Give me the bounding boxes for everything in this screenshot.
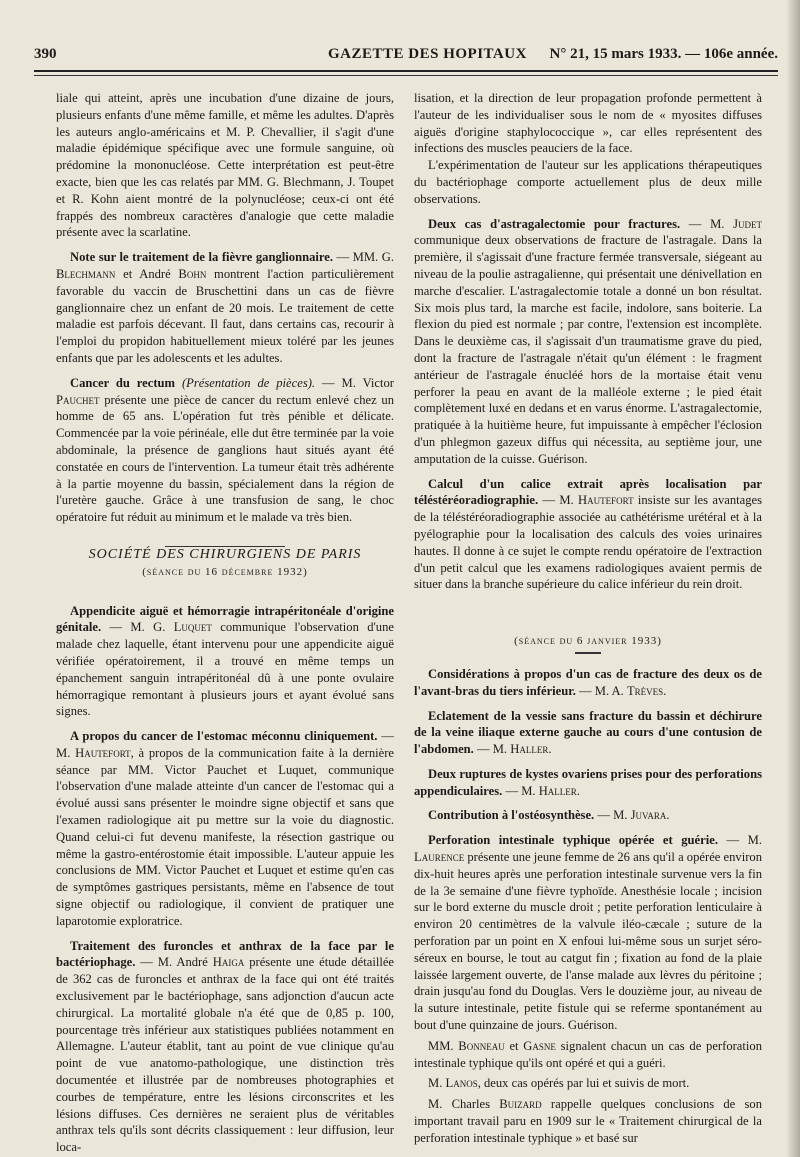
paragraph-text: présente une pièce de cancer du rectum enlevé chez un homme de 65 ans. L'opération fut très pénible et délicate. Commencée par la voie périnéale, elle dut être terminée par la voie abdominale, la présence de ganglions haut situés ayant été constatée en cours de l'intervention. La tumeur était très adhérente à la partie moyenne du bassin, spécialement dans la région de l'uretère gauche. Grâce à une transfusion de sang, le choc opératoire fut réduit au minimum et le malade va très bien.	[56, 392, 394, 525]
author-name: Luquet	[173, 620, 212, 635]
paragraph-text: , deux cas opérés par lui et suivis de mort.	[477, 1076, 690, 1091]
author-name: Haller	[538, 783, 577, 798]
paragraph-text: présente une jeune femme de 26 ans qu'il a opérée environ dix-huit heures après une perforation intestinale survenue vers la fin de la 3e semaine d'une fièvre typhoïde. Anesthésie locale ; incision sur le bord externe du muscle droit ; petite perforation lenticulaire à environ 20 centimètres de la valvule iléo-cæcale ; suture de la perforation par un point en X enfoui lui-même sous un surjet séro-séreux en bourse, le tout au catgut fin ; fixation au fond de la plaie laissée largement ouverte, de l'anse malade aux lèvres du péritoine ; drain jusqu'au fond du Douglas. Vers le douzième jour, au niveau de la suture intestinale, petite fistule qui se referme spontanément au bout d'une quinzaine de jours. Guérison.	[414, 850, 762, 1033]
left-column	[56, 90, 394, 1156]
paragraph-text: insiste sur les avantages de la téléstéréoradiographie associée au cathétérisme urétéral et à la pyélographie pour la localisation des calculs des voies urinaires hautes. Il donne à ce sujet le compte rendu opératoire de l'extraction d'un petit calcul que les examens radiologiques avaient permis de situer dans la branche supérieure du calice inférieur du rein droit.	[414, 493, 763, 592]
section-cancer-estomac: A propos du cancer de l'estomac méconnu cliniquement. — M. Hautefort, à propos de la communication faite à la dernière séance par MM. Victor Pauchet et Luquet, communique l'observation d'une malade atteinte d'un cancer de l'estomac qui a évolué aussi sans présenter le moindre signe objectif et sans que l'examen radiologique ait pu mettre sur la voie du diagnostic. Quand celui-ci fut devenu manifeste, la résection gastrique ou même la gastro-entérostomie était impossible. L'auteur appuie les conclusions de MM. Victor Pauchet et Luquet et estime qu'en cas de symptômes gastriques persistants, même en l'absence de tout signe objectif ou radiologique, il convient de pratiquer une laparotomie exploratrice.	[56, 729, 394, 928]
section-appendicite: Appendicite aiguë et hémorragie intrapéritonéale d'origine génitale. — M. G. Luquet communique l'observation d'une malade chez laquelle, étant intervenu pour une appendicite aiguë vérifiée opératoirement, il a trouvé en même temps un épanchement sanguin intrapéritonéal dû à une ponte ovulaire hémorragique remontant à plusieurs jours et ayant évolué sans signes.	[56, 603, 394, 719]
paragraph-bonneau-gasne: MM. Bonneau et Gasne signalent chacun un cas de perforation intestinale typhique qu'ils ont opéré et qui a guéri.	[414, 1038, 762, 1070]
author-name: Juvara	[630, 808, 667, 823]
section-astragalectomie: Deux cas d'astragalectomie pour fractures. — M. Judet communique deux observations de fracture de l'astragale. Dans la première, il s'agissait d'une fracture fermée transversale, siégeant au niveau de la poulie astragalienne, qui présentait une dénivellation en marche d'escalier. L'astragalectomie totale a donné un bon résultat. Six mois plus tard, la marche est facile, indolore, sans boiterie. La flexion du pied est normale ; par contre, l'extension est incomplète. Dans le deuxième cas, il s'agissait d'un traumatisme grave du pied, dont la fracture de l'astragale n'était qu'un élément : le fragment antérieur de l'astragale énucléé hors de la mortaise était venu perforer la peau en avant de la malléole externe ; le pied était complètement luxé en dedans et en varus énorme. L'astragalectomie, pratiquée à la huitième heure, fut impuissante à empêcher l'éclosion d'un phlegmon gazeux diffus qui nécessita, au septième jour, une amputation de la cuisse. Guérison.	[414, 216, 762, 466]
section-divider	[575, 652, 601, 654]
section-subtitle: (Présentation de pièces).	[181, 375, 316, 390]
issue-info: N° 21, 15 mars 1933. — 106e année.	[549, 46, 778, 62]
section-perforation-typhique: Perforation intestinale typhique opérée et guérie. — M. Laurence présente une jeune femme de 26 ans qu'il a opérée environ dix-huit heures après une perforation intestinale survenue vers la fin de la 3e semaine d'une fièvre typhoïde. Anesthésie locale ; incision sur le bord externe du muscle droit ; petite perforation lenticulaire à environ 20 centimètres de la valvule iléo-cæcale ; suture de la perforation par un point en X enfoui lui-même sous un surjet séro-séreux en bourse, le tout au catgut fin ; fixation au fond de la plaie laissée largement ouverte, de l'anse malade aux lèvres du péritoine ; drain jusqu'au fond du Douglas. Vers le douzième jour, au niveau de la suture intestinale, petite fistule qui se referme spontanément au bout d'une quinzaine de jours. Guérison.	[414, 833, 762, 1033]
author-name: Laurence	[414, 850, 465, 865]
header-rule	[34, 70, 778, 72]
journal-title: GAZETTE DES HOPITAUX	[328, 46, 527, 62]
section-cancer-rectum: Cancer du rectum (Présentation de pièces). — M. Victor Pauchet présente une pièce de cancer du rectum enlevé chez un homme de 65 ans. L'opération fut très pénible et délicate. Commencée par la voie périnéale, elle dut être terminée par la voie abdominale, la présence de ganglions haut situés ayant été constatée en cours de l'intervention. La tumeur était très adhérente à la partie moyenne du bassin, spécialement dans la région de l'uretère gauche. Grâce à une transfusion de sang, le choc opératoire fut réduit au minimum et le malade va très bien.	[56, 375, 394, 525]
paragraph: liale qui atteint, après une incubation d'une dizaine de jours, plusieurs enfants d'une même famille, et même les adultes. D'après les auteurs anglo-américains et M. P. Chevallier, il s'agit d'une maladie épidémique spécifique avec une formule sanguine, où prédomine la mononucléose. Cette interprétation est peut-être exacte, bien que les cas relatés par MM. G. Blechmann, J. Toupet et R. Kohn aient montré de la polynucléose; ceux-ci ont été frappés des nombreux caractères d'analogie que cette maladie présente avec la scarlatine.	[56, 91, 394, 240]
paragraph-text: montrent l'action particulièrement favorable du vaccin de Bruschettini dans un cas de fièvre ganglionnaire chez un enfant de 20 mois. Le traitement de cette maladie est parfois décevant. Il faut, dans certains cas, recourir à l'emploi du propidon habituellement mieux toléré par les jeunes enfants que par les adolescents et les adultes.	[56, 266, 394, 365]
author-name: Haiga	[212, 955, 245, 970]
paragraph-text: , à propos de la communication faite à la dernière séance par MM. Victor Pauchet et Luquet, communique l'observation d'une malade atteinte d'un cancer de l'estomac qui a évolué aussi sans présenter le moindre signe objectif et sans que l'examen radiologique ait pu mettre sur la voie du diagnostic. Quand celui-ci fut devenu manifeste, la résection gastrique ou même la gastro-entérostomie était impossible. L'auteur appuie les conclusions de MM. Victor Pauchet et Luquet et estime qu'en cas de symptômes gastriques persistants, même en l'absence de tout signe objectif ou radiologique, il convient de pratiquer une laparotomie exploratrice.	[56, 745, 394, 928]
author-name: Blechmann	[56, 266, 116, 281]
paragraph-text: communique l'observation d'une malade chez laquelle, étant intervenu pour une appendicite aiguë vérifiée opératoirement, il a trouvé en même temps un épanchement sanguin intrapéritonéal dû à une ponte ovulaire hémorragique remontant à plusieurs jours et ayant évolué sans signes.	[56, 620, 394, 719]
section-title: Calcul d'un calice extrait après localisation par téléstéréoradiographie.	[414, 476, 762, 508]
author-name: Hautefort	[578, 493, 634, 508]
author-name: Haller	[510, 742, 549, 757]
author-name: Hautefort	[75, 745, 131, 760]
section-fracture-avant-bras: Considérations à propos d'un cas de fracture des deux os de l'avant-bras du tiers inférieur. — M. A. Trèves.	[414, 666, 762, 698]
section-title: Cancer du rectum	[70, 375, 176, 390]
author-name: Bohn	[178, 266, 207, 281]
page-number: 390	[34, 46, 57, 62]
author-name: Buizard	[499, 1097, 542, 1112]
section-title: Eclatement de la vessie sans fracture du bassin et déchirure de la veine iliaque externe gauche au cours d'une contusion de l'abdomen.	[414, 708, 762, 757]
author-name: Trèves	[626, 683, 664, 698]
paragraph-text: présente une étude détaillée de 362 cas de furoncles et anthrax de la face qui ont été traités exclusivement par le bactériophage, sans adjonction d'aucun acte chirurgical. La mortalité globale n'a été que de 0,85 p. 100, pourcentage très inférieur aux statistiques publiées notamment en Allemagne. L'auteur établit, tant au point de vue clinique qu'au point de vue anatomo-pathologique, une distinction très documentée et illustrée par de nombreuses photographies et courbes de température, entre les lésions circonscrites et les lésions diffuses. Ces dernières ne seraient plus de véritables anthrax tels qu'ils sont décrits classiquement : leur diffusion, leur loca-	[56, 955, 394, 1155]
section-osteosynthese: Contribution à l'ostéosynthèse. — M. Juvara.	[428, 808, 670, 823]
paragraph: lisation, et la direction de leur propagation profonde permettent à l'auteur de les individualiser sous le nom de « myosites diffuses aiguës d'origine staphylococcique », car elles représentent des infections des muscles peauciers de la face.	[414, 91, 762, 156]
author-name: Bonneau	[458, 1038, 505, 1053]
right-column	[414, 90, 762, 1147]
header-rule-thin	[34, 75, 778, 76]
session-date: (séance du 16 décembre 1932)	[142, 565, 308, 578]
paragraph-text: signalent chacun un cas de perforation intestinale typhique qu'ils ont opéré et qui a guéri.	[414, 1038, 762, 1070]
section-title: Traitement des furoncles et anthrax de la face par le bactériophage.	[56, 938, 394, 970]
paragraph: L'expérimentation de l'auteur sur les applications thérapeutiques du bactériophage comporte actuellement plus de deux mille observations.	[414, 158, 762, 206]
section-title: Deux cas d'astragalectomie pour fractures.	[428, 216, 681, 231]
section-kystes-ovariens: Deux ruptures de kystes ovariens prises pour des perforations appendiculaires. — M. Haller.	[414, 766, 762, 798]
section-furoncles: Traitement des furoncles et anthrax de la face par le bactériophage. — M. André Haiga présente une étude détaillée de 362 cas de furoncles et anthrax de la face qui ont été traités exclusivement par le bactériophage, sans adjonction d'aucun acte chirurgical. La mortalité globale n'a été que de 0,85 p. 100, pourcentage très inférieur aux statistiques publiées notamment en Allemagne. L'auteur établit, tant au point de vue clinique qu'au point de vue anatomo-pathologique, une distinction très documentée et illustrée par de nombreuses photographies et courbes de température, entre les lésions circonscrites et les lésions diffuses. Ces dernières ne seraient plus de véritables anthrax tels qu'ils sont décrits classiquement : leur diffusion, leur loca-	[56, 938, 394, 1155]
section-title: Perforation intestinale typhique opérée et guérie.	[428, 833, 718, 848]
section-title: Note sur le traitement de la fièvre ganglionnaire.	[70, 250, 333, 265]
section-fievre-ganglionnaire: Note sur le traitement de la fièvre ganglionnaire. — MM. G. Blechmann et André Bohn montrent l'action particulièrement favorable du vaccin de Bruschettini dans un cas de fièvre ganglionnaire chez un enfant de 20 mois. Le traitement de cette maladie est parfois décevant. Il faut, dans certains cas, recourir à l'emploi du propidon habituellement mieux toléré par les jeunes enfants que par les adolescents et les adultes.	[56, 250, 394, 365]
section-title: Appendicite aiguë et hémorragie intrapéritonéale d'origine génitale.	[56, 603, 394, 635]
paragraph-buizard: M. Charles Buizard rappelle quelques conclusions de son important travail paru en 1909 sur le « Traitement chirurgical de la perforation intestinale typhique » et basé sur	[414, 1097, 762, 1145]
session-date: (séance du 6 janvier 1933)	[514, 635, 662, 648]
paragraph-text: communique deux observations de fracture de l'astragale. Dans la première, il s'agissait d'une fracture fermée transversale, siégeant au niveau de la poulie astragalienne, qui présentait une dénivellation en marche d'escalier. L'astragalectomie totale a donné un bon résultat. Six mois plus tard, la marche est facile, indolore, sans boiterie. La flexion du pied est normale ; par contre, l'extension est incomplète. Dans le deuxième cas, il s'agissait d'un traumatisme grave du pied, dont la fracture de l'astragale n'était qu'un élément : le fragment antérieur de l'astragale énucléé hors de la mortaise était venu perforer la peau en avant de la malléole externe ; le pied était complètement luxé en dedans et en varus énorme. L'astragalectomie, pratiquée à la huitième heure, fut impuissante à empêcher l'éclosion d'un phlegmon gazeux diffus qui nécessita, au septième jour, une amputation de la cuisse. Guérison.	[414, 233, 762, 466]
section-title: A propos du cancer de l'estomac méconnu cliniquement.	[70, 729, 378, 744]
page-header	[34, 46, 778, 68]
section-title: Contribution à l'ostéosynthèse.	[428, 808, 595, 823]
author-name: Lanos	[445, 1076, 478, 1091]
paragraph-lanos: M. Lanos, deux cas opérés par lui et suivis de mort.	[428, 1076, 690, 1091]
author-name: Gasne	[523, 1038, 556, 1053]
author-name: Pauchet	[56, 392, 100, 407]
author-name: Judet	[733, 216, 762, 231]
section-calcul-calice: Calcul d'un calice extrait après localisation par téléstéréoradiographie. — M. Hautefort insiste sur les avantages de la téléstéréoradiographie associée au cathétérisme urétéral et à la pyélographie pour la localisation des calculs des voies urinaires hautes. Il donne à ce sujet le compte rendu opératoire de l'extraction d'un petit calcul que les examens radiologiques avaient permis de situer dans la branche supérieure du calice inférieur du rein droit.	[414, 476, 763, 592]
section-title: Deux ruptures de kystes ovariens prises pour des perforations appendiculaires.	[414, 766, 762, 798]
society-heading: SOCIÉTÉ DES CHIRURGIENS DE PARIS	[88, 546, 362, 562]
section-eclatement-vessie: Eclatement de la vessie sans fracture du bassin et déchirure de la veine iliaque externe gauche au cours d'une contusion de l'abdomen. — M. Haller.	[414, 708, 762, 757]
paragraph-text: rappelle quelques conclusions de son important travail paru en 1909 sur le « Traitement chirurgical de la perforation intestinale typhique » et basé sur	[414, 1097, 762, 1145]
section-title: Considérations à propos d'un cas de fracture des deux os de l'avant-bras du tiers inférieur.	[414, 666, 762, 698]
